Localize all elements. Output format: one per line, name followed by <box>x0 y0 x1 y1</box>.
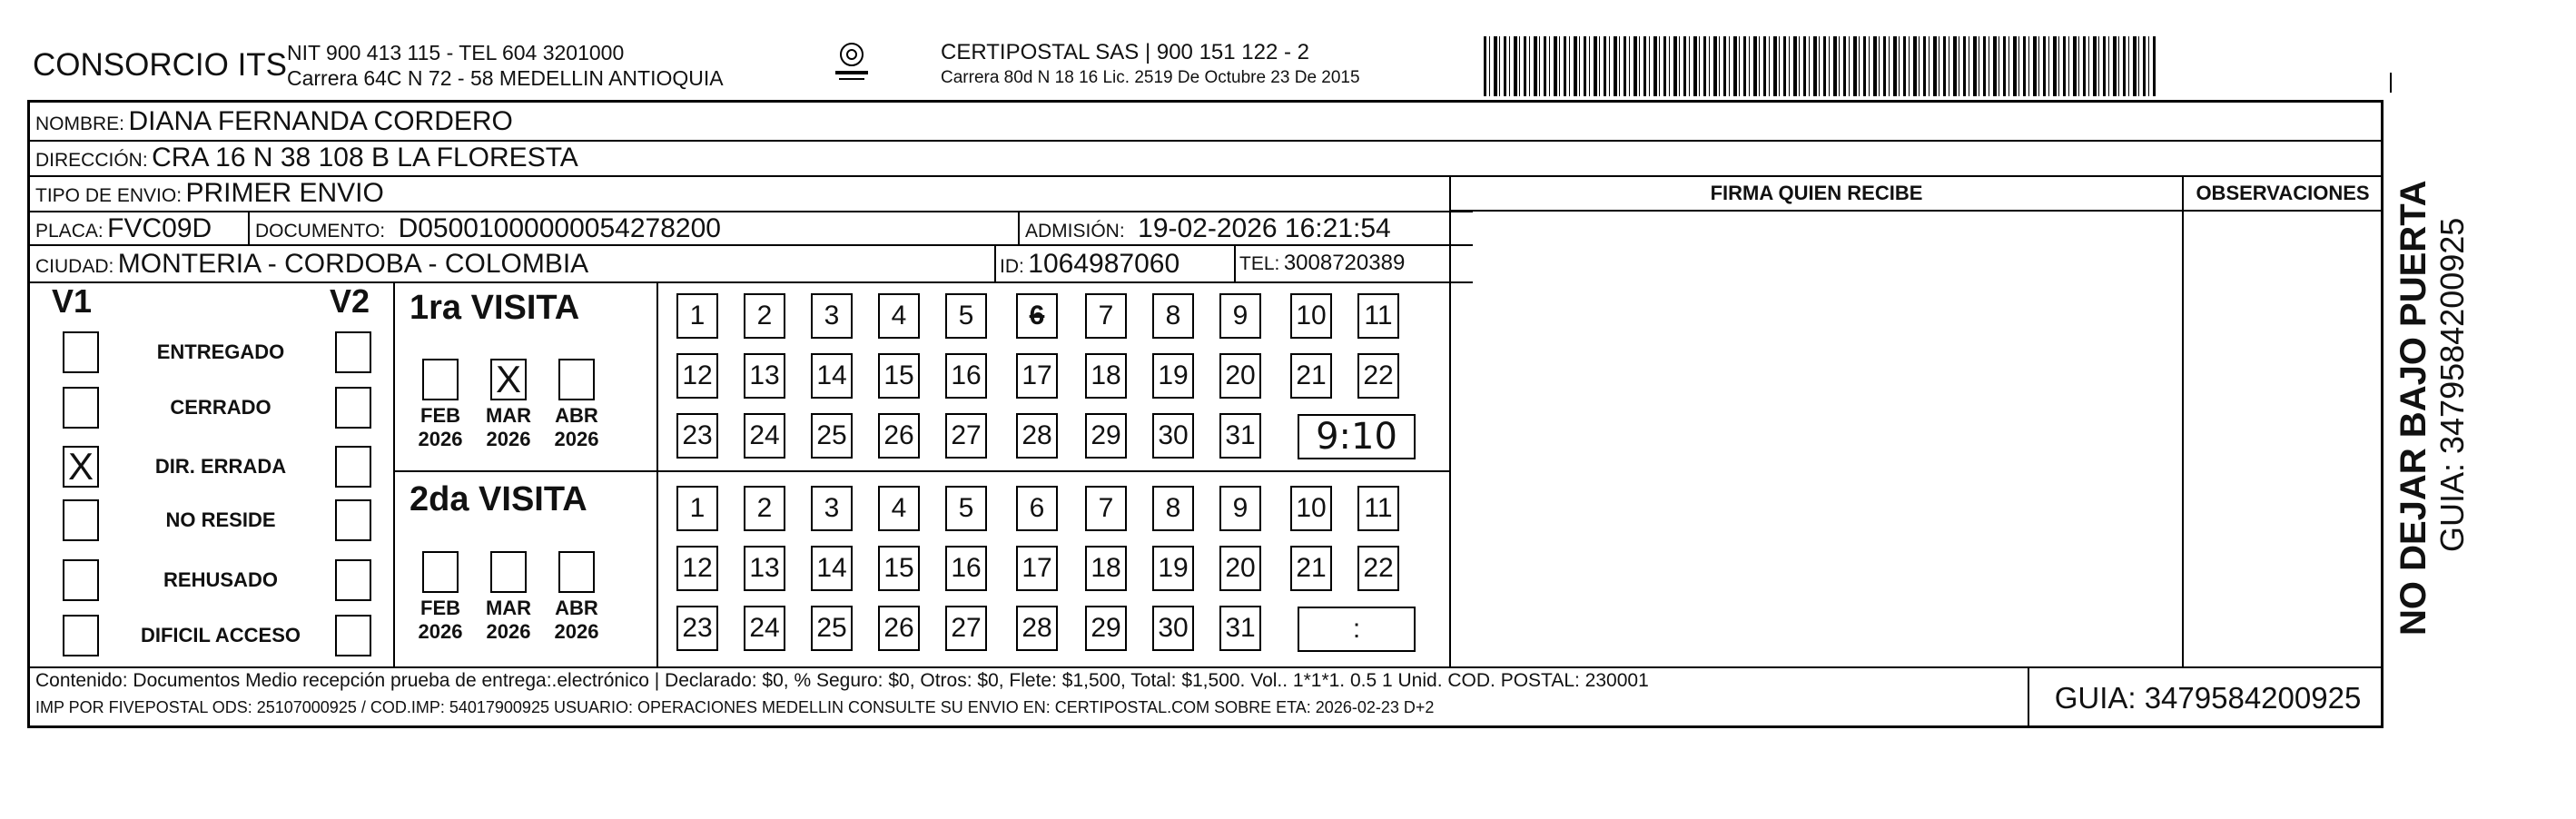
v2-checkbox[interactable] <box>335 446 371 488</box>
day-box[interactable]: 23 <box>676 413 718 459</box>
nombre-value: DIANA FERNANDA CORDERO <box>128 106 513 136</box>
ciudad-label: CIUDAD: <box>35 256 114 277</box>
day-box[interactable]: 18 <box>1085 353 1127 399</box>
day-box[interactable]: 31 <box>1219 606 1261 651</box>
day-box[interactable]: 27 <box>945 413 987 459</box>
day-box[interactable]: 3 <box>811 293 853 339</box>
day-box[interactable]: 4 <box>878 486 920 531</box>
day-box[interactable]: 22 <box>1357 546 1399 591</box>
carrier-name: CERTIPOSTAL SAS | 900 151 122 - 2 <box>941 40 1309 64</box>
day-box[interactable]: 10 <box>1290 486 1332 531</box>
id-row <box>1000 249 1179 280</box>
id-value: 1064987060 <box>1028 249 1180 279</box>
v1-checkbox[interactable] <box>63 331 99 373</box>
v1-checkbox[interactable] <box>63 615 99 656</box>
shipping-form <box>27 100 2384 728</box>
day-box[interactable]: 28 <box>1016 413 1058 459</box>
day-box[interactable]: 26 <box>878 606 920 651</box>
day-box[interactable]: 5 <box>945 486 987 531</box>
admision-label: ADMISIÓN: <box>1025 221 1125 242</box>
ciudad-value: MONTERIA - CORDOBA - COLOMBIA <box>117 249 589 279</box>
id-label: ID: <box>1000 256 1024 277</box>
day-box[interactable]: 25 <box>811 413 853 459</box>
day-box[interactable]: 23 <box>676 606 718 651</box>
day-box[interactable]: 2 <box>744 486 785 531</box>
company-info <box>287 40 724 91</box>
placa-label: PLACA: <box>35 221 104 242</box>
day-box[interactable]: 4 <box>878 293 920 339</box>
month-year: 2026 <box>418 620 463 643</box>
month-year: 2026 <box>486 428 531 450</box>
day-box[interactable]: 15 <box>878 546 920 591</box>
tipo-value: PRIMER ENVIO <box>185 178 384 208</box>
day-box[interactable]: 17 <box>1016 546 1058 591</box>
day-box[interactable]: 1 <box>676 486 718 531</box>
documento-row <box>255 213 721 244</box>
day-box[interactable]: 22 <box>1357 353 1399 399</box>
day-box[interactable]: 21 <box>1290 353 1332 399</box>
day-box[interactable]: 6 <box>1016 486 1058 531</box>
day-box[interactable]: 29 <box>1085 413 1127 459</box>
option-label: ENTREGADO <box>156 340 285 363</box>
month-name: MAR <box>485 404 532 427</box>
company-address: Carrera 64C N 72 - 58 MEDELLIN ANTIOQUIA <box>287 66 724 90</box>
month-checkbox[interactable] <box>558 359 595 400</box>
carrier-info <box>941 40 1360 91</box>
placa-value: FVC09D <box>107 213 212 243</box>
month-year: 2026 <box>554 428 599 450</box>
day-box[interactable]: 15 <box>878 353 920 399</box>
placa-row <box>35 213 212 244</box>
day-box[interactable]: 30 <box>1152 413 1194 459</box>
day-box[interactable]: 12 <box>676 546 718 591</box>
day-box[interactable]: 7 <box>1085 293 1127 339</box>
v1-label: V1 <box>52 282 93 320</box>
day-box[interactable]: 24 <box>744 413 785 459</box>
day-box[interactable]: 7 <box>1085 486 1127 531</box>
company-nit: NIT 900 413 115 - TEL 604 3201000 <box>287 41 625 64</box>
month-name: MAR <box>485 597 532 619</box>
month-name: FEB <box>420 597 460 619</box>
month-name: FEB <box>420 404 460 427</box>
day-box[interactable]: 14 <box>811 353 853 399</box>
day-box[interactable]: 10 <box>1290 293 1332 339</box>
documento-label: DOCUMENTO: <box>255 221 386 242</box>
tel-row <box>1239 251 1405 276</box>
side-guia: GUIA: 3479584200925 <box>2433 217 2471 552</box>
first-visit-time[interactable]: 9:10 <box>1298 414 1416 459</box>
v2-checkbox[interactable] <box>335 331 371 373</box>
ciudad-row <box>35 249 588 280</box>
guia-footer: GUIA: 3479584200925 <box>2054 681 2362 715</box>
contenido-text: Contenido: Documentos Medio recepción prueba de entrega:.electrónico | Declarado: $0, % Seguro: $0, Otros: $0, Flete: $1,500, Total: $1,500. Vol.. 1*1*1. 0.5 1 Unid. COD. POSTAL: 230001 <box>35 670 1649 691</box>
tipo-label: TIPO DE ENVIO: <box>35 185 183 206</box>
month-checkbox[interactable] <box>558 551 595 593</box>
day-box[interactable]: 12 <box>676 353 718 399</box>
tel-value: 3008720389 <box>1283 251 1406 275</box>
day-box[interactable]: 3 <box>811 486 853 531</box>
day-box[interactable]: 28 <box>1016 606 1058 651</box>
day-box[interactable]: 30 <box>1152 606 1194 651</box>
day-box[interactable]: 13 <box>744 546 785 591</box>
day-box[interactable]: 13 <box>744 353 785 399</box>
tipo-row <box>35 178 384 209</box>
v1-checkbox[interactable] <box>63 559 99 601</box>
day-box[interactable]: 29 <box>1085 606 1127 651</box>
month-checkbox[interactable] <box>422 551 459 593</box>
option-label: REHUSADO <box>163 568 278 591</box>
day-box[interactable]: 16 <box>945 546 987 591</box>
day-box[interactable]: 1 <box>676 293 718 339</box>
day-box[interactable]: 19 <box>1152 353 1194 399</box>
day-box[interactable]: 20 <box>1219 546 1261 591</box>
day-box[interactable]: 5 <box>945 293 987 339</box>
month-checkbox[interactable] <box>490 551 527 593</box>
admision-value: 19-02-2026 16:21:54 <box>1138 213 1391 243</box>
v2-checkbox[interactable] <box>335 615 371 656</box>
option-label: NO RESIDE <box>165 508 276 531</box>
month-name: ABR <box>555 404 598 427</box>
firma-header: FIRMA QUIEN RECIBE <box>1451 177 2182 212</box>
v2-checkbox[interactable] <box>335 559 371 601</box>
nombre-row <box>35 106 513 137</box>
v2-label: V2 <box>330 282 370 320</box>
day-box[interactable]: 26 <box>878 413 920 459</box>
v1-checkbox[interactable] <box>63 499 99 541</box>
second-visit-title: 2da VISITA <box>410 480 587 518</box>
day-box[interactable]: 9 <box>1219 293 1261 339</box>
nombre-label: NOMBRE: <box>35 113 125 134</box>
carrier-license: Carrera 80d N 18 16 Lic. 2519 De Octubre 23 De 2015 <box>941 68 1360 87</box>
day-box[interactable]: 24 <box>744 606 785 651</box>
option-label: DIFICIL ACCESO <box>140 624 301 646</box>
day-box[interactable]: 11 <box>1357 486 1399 531</box>
day-box[interactable]: 8 <box>1152 293 1194 339</box>
month-checkbox[interactable]: X <box>490 359 527 400</box>
day-box[interactable]: 2 <box>744 293 785 339</box>
day-box[interactable]: 11 <box>1357 293 1399 339</box>
day-box[interactable]: 6 <box>1016 293 1058 339</box>
documento-value: D05001000000054278200 <box>398 213 721 243</box>
v2-checkbox[interactable] <box>335 387 371 429</box>
day-box[interactable]: 18 <box>1085 546 1127 591</box>
observaciones-header: OBSERVACIONES <box>2184 177 2382 212</box>
company-name: CONSORCIO ITS <box>33 47 288 83</box>
direccion-label: DIRECCIÓN: <box>35 150 148 171</box>
v1-checkbox[interactable]: X <box>63 446 99 488</box>
day-box[interactable]: 9 <box>1219 486 1261 531</box>
first-visit-title: 1ra VISITA <box>410 289 580 327</box>
admision-row <box>1025 213 1391 244</box>
direccion-row <box>35 143 578 173</box>
side-warning: NO DEJAR BAJO PUERTA <box>2393 180 2433 636</box>
day-box[interactable]: 16 <box>945 353 987 399</box>
day-box[interactable]: 27 <box>945 606 987 651</box>
day-box[interactable]: 17 <box>1016 353 1058 399</box>
v2-checkbox[interactable] <box>335 499 371 541</box>
certipostal-logo <box>830 40 873 87</box>
day-box[interactable]: 20 <box>1219 353 1261 399</box>
imp-text: IMP POR FIVEPOSTAL ODS: 25107000925 / COD.IMP: 54017900925 USUARIO: OPERACIONES MEDELLIN CONSULTE SU ENVIO EN: CERTIPOSTAL.COM SOBRE ETA: 2026-02-23 D+2 <box>35 698 1435 716</box>
direccion-value: CRA 16 N 38 108 B LA FLORESTA <box>152 143 578 173</box>
month-year: 2026 <box>554 620 599 643</box>
day-box[interactable]: 19 <box>1152 546 1194 591</box>
tel-label: TEL: <box>1239 253 1280 274</box>
month-year: 2026 <box>486 620 531 643</box>
corner-tick <box>2390 73 2392 93</box>
barcode <box>1484 36 2156 96</box>
day-box[interactable]: 8 <box>1152 486 1194 531</box>
second-visit-time[interactable]: : <box>1298 607 1416 652</box>
option-label: DIR. ERRADA <box>154 455 287 478</box>
day-box[interactable]: 25 <box>811 606 853 651</box>
day-box[interactable]: 31 <box>1219 413 1261 459</box>
month-name: ABR <box>555 597 598 619</box>
day-box[interactable]: 21 <box>1290 546 1332 591</box>
option-label: CERRADO <box>170 396 271 419</box>
day-box[interactable]: 14 <box>811 546 853 591</box>
month-checkbox[interactable] <box>422 359 459 400</box>
v1-checkbox[interactable] <box>63 387 99 429</box>
month-year: 2026 <box>418 428 463 450</box>
